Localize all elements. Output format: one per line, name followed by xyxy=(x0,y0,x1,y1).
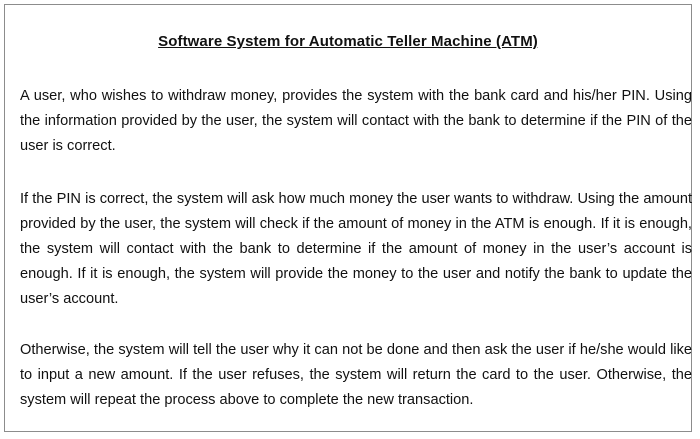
document-title: Software System for Automatic Teller Machine (ATM) xyxy=(158,33,538,50)
paragraph-3: Otherwise, the system will tell the user why it can not be done and then ask the user if he/she would like to input a new amount. If the user refuses, the system will return the card to the user. Otherwise, the system will repeat the process above to complete the new transaction. xyxy=(20,342,692,408)
document-frame xyxy=(4,4,692,432)
paragraph-2: If the PIN is correct, the system will ask how much money the user wants to withdraw. Using the amount provided by the user, the system will check if the amount of money in the ATM is enough. If it is enough, the system will contact with the bank to determine if the amount of money in the user’s account is enough. If it is enough, the system will provide the money to the user and notify the bank to update the user’s account. xyxy=(20,191,692,307)
paragraph-1: A user, who wishes to withdraw money, provides the system with the bank card and his/her PIN. Using the information provided by the user, the system will contact with the bank to determine if the PIN of the user is correct. xyxy=(20,88,692,154)
